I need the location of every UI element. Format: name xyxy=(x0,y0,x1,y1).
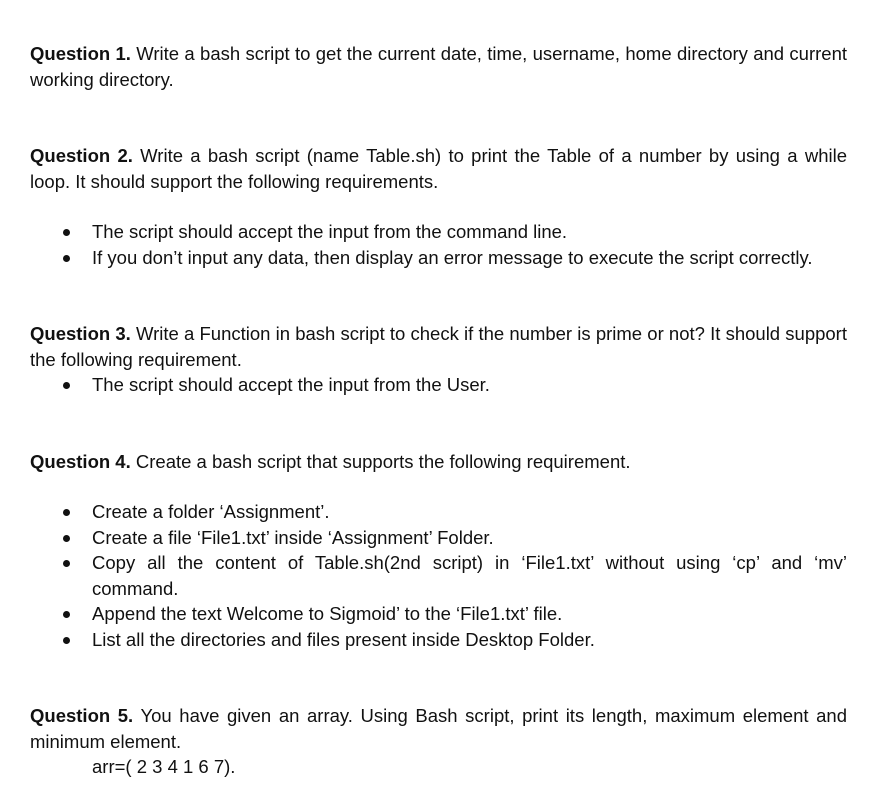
question-4-text: Create a bash script that supports the following requirement. xyxy=(130,450,631,472)
list-item: The script should accept the input from the command line. xyxy=(30,219,847,245)
question-2-label: Question 2. xyxy=(30,145,133,166)
bullet-icon xyxy=(63,509,70,516)
bullet-icon xyxy=(63,535,70,542)
bullet-icon xyxy=(63,255,70,262)
document-page xyxy=(30,41,847,780)
array-example: arr=( 2 3 4 1 6 7). xyxy=(92,756,236,777)
question-4-requirements xyxy=(30,499,847,652)
question-4-label: Question 4. xyxy=(30,450,131,472)
bullet-icon xyxy=(63,637,70,644)
question-2-text: Write a bash script (name Table.sh) to print the Table of a number by using a while loop. It should support the following requirements. xyxy=(30,145,847,192)
question-1-text: Write a bash script to get the current date, time, username, home directory and current working directory. xyxy=(30,43,847,90)
question-4 xyxy=(30,449,847,475)
list-item: Create a file ‘File1.txt’ inside ‘Assignment’ Folder. xyxy=(30,525,847,551)
question-3-label: Question 3. xyxy=(30,323,131,344)
list-item: The script should accept the input from the User. xyxy=(30,372,847,398)
bullet-icon xyxy=(63,382,70,389)
question-5-label: Question 5. xyxy=(30,705,134,726)
question-1-label: Question 1. xyxy=(30,43,131,64)
question-5 xyxy=(30,703,847,754)
list-item: Copy all the content of Table.sh(2nd script) in ‘File1.txt’ without using ‘cp’ and ‘mv’ command. xyxy=(30,550,847,601)
list-item: If you don’t input any data, then display an error message to execute the script correctly. xyxy=(30,245,847,271)
list-item: Create a folder ‘Assignment’. xyxy=(30,499,847,525)
question-3 xyxy=(30,321,847,372)
bullet-icon xyxy=(63,229,70,236)
question-3-requirements xyxy=(30,372,847,398)
question-3-text: Write a Function in bash script to check if the number is prime or not? It should support the following requirement. xyxy=(30,323,847,370)
question-2 xyxy=(30,143,847,194)
question-2-requirements xyxy=(30,219,847,270)
bullet-icon xyxy=(63,611,70,618)
question-1 xyxy=(30,41,847,92)
bullet-icon xyxy=(63,560,70,567)
list-item: List all the directories and files present inside Desktop Folder. xyxy=(30,627,847,653)
list-item: Append the text Welcome to Sigmoid’ to the ‘File1.txt’ file. xyxy=(30,601,847,627)
question-5-text: You have given an array. Using Bash script, print its length, maximum element and minimum element. xyxy=(30,705,847,752)
